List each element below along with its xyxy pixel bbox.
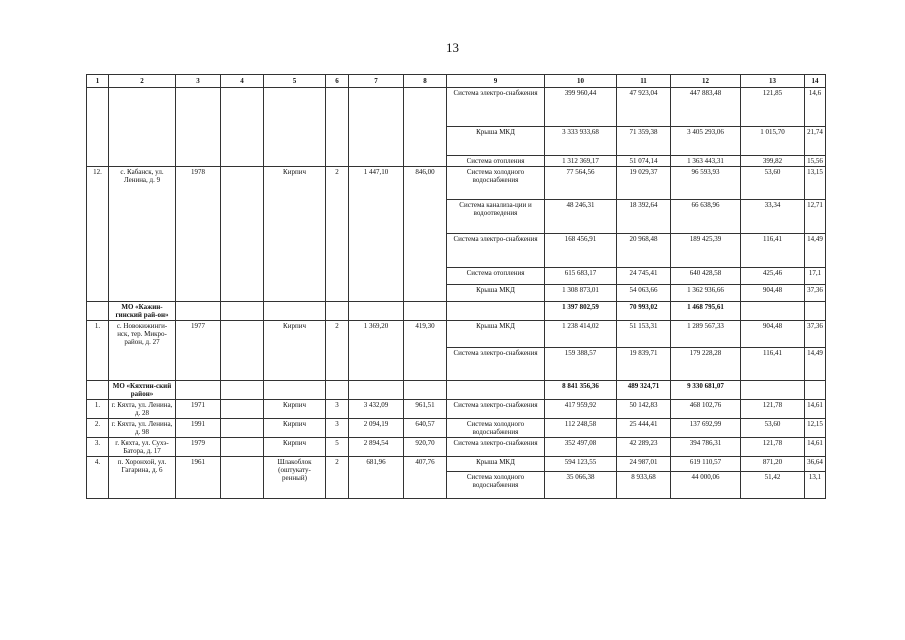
house-material: Шлакоблок (оштукату-ренный) bbox=[264, 457, 326, 499]
cost-control: 42 289,23 bbox=[617, 438, 671, 457]
house-floors: 2 bbox=[326, 321, 349, 381]
limit-cost: 15,56 bbox=[805, 156, 826, 167]
municipality-name: МО «Кяхтин-ский район» bbox=[109, 381, 176, 400]
house-area-living: 846,00 bbox=[404, 167, 447, 302]
cost-total: 447 883,48 bbox=[671, 88, 741, 127]
cost-total: 44 000,06 bbox=[671, 472, 741, 499]
limit-cost: 37,36 bbox=[805, 285, 826, 302]
limit-cost: 12,71 bbox=[805, 200, 826, 234]
work-type: Система холодного водоснабжения bbox=[447, 472, 545, 499]
subtotal-control: 70 993,02 bbox=[617, 302, 671, 321]
house-material: Кирпич bbox=[264, 400, 326, 419]
unit-cost: 425,46 bbox=[741, 268, 805, 285]
col-header: 4 bbox=[221, 75, 264, 88]
table-row bbox=[87, 400, 826, 419]
cost-total: 619 110,57 bbox=[671, 457, 741, 472]
cost-total: 96 593,93 bbox=[671, 167, 741, 200]
col-header: 9 bbox=[447, 75, 545, 88]
unit-cost: 51,42 bbox=[741, 472, 805, 499]
limit-cost: 14,6 bbox=[805, 88, 826, 127]
house-year: 1971 bbox=[176, 400, 221, 419]
col-header: 10 bbox=[545, 75, 617, 88]
unit-cost: 116,41 bbox=[741, 234, 805, 268]
cost-total: 468 102,76 bbox=[671, 400, 741, 419]
cost-total: 179 228,28 bbox=[671, 348, 741, 381]
limit-cost: 14,49 bbox=[805, 348, 826, 381]
house-material: Кирпич bbox=[264, 419, 326, 438]
cost-total: 640 428,58 bbox=[671, 268, 741, 285]
limit-cost: 37,36 bbox=[805, 321, 826, 348]
work-type: Система холодного водоснабжения bbox=[447, 419, 545, 438]
municipality-name: МО «Кажин-гинский рай-он» bbox=[109, 302, 176, 321]
house-area-total: 681,96 bbox=[349, 457, 404, 499]
work-type: Система отопления bbox=[447, 268, 545, 285]
cost-works: 1 312 369,17 bbox=[545, 156, 617, 167]
house-address: с. Кабанск, ул. Ленина, д. 9 bbox=[109, 167, 176, 302]
cost-control: 20 968,48 bbox=[617, 234, 671, 268]
limit-cost: 12,15 bbox=[805, 419, 826, 438]
cost-works: 3 333 933,68 bbox=[545, 127, 617, 156]
house-area-living: 419,30 bbox=[404, 321, 447, 381]
cost-control: 19 029,37 bbox=[617, 167, 671, 200]
cost-works: 159 388,57 bbox=[545, 348, 617, 381]
house-material: Кирпич bbox=[264, 321, 326, 381]
cost-total: 1 289 567,33 bbox=[671, 321, 741, 348]
col-header: 1 bbox=[87, 75, 109, 88]
limit-cost: 36,64 bbox=[805, 457, 826, 472]
work-type: Система электро-снабжения bbox=[447, 88, 545, 127]
unit-cost: 53,60 bbox=[741, 167, 805, 200]
unit-cost: 904,48 bbox=[741, 285, 805, 302]
limit-cost: 14,61 bbox=[805, 400, 826, 419]
house-number: 3. bbox=[87, 438, 109, 457]
cost-total: 1 362 936,66 bbox=[671, 285, 741, 302]
unit-cost: 121,78 bbox=[741, 400, 805, 419]
cost-total: 1 363 443,31 bbox=[671, 156, 741, 167]
house-number: 1. bbox=[87, 321, 109, 381]
cost-control: 51 074,14 bbox=[617, 156, 671, 167]
house-number: 2. bbox=[87, 419, 109, 438]
cost-works: 1 238 414,02 bbox=[545, 321, 617, 348]
cost-works: 112 248,58 bbox=[545, 419, 617, 438]
col-header: 11 bbox=[617, 75, 671, 88]
cost-works: 417 959,92 bbox=[545, 400, 617, 419]
cost-total: 66 638,96 bbox=[671, 200, 741, 234]
house-area-total: 2 094,19 bbox=[349, 419, 404, 438]
col-header: 8 bbox=[404, 75, 447, 88]
cost-works: 77 564,56 bbox=[545, 167, 617, 200]
cost-control: 18 392,64 bbox=[617, 200, 671, 234]
col-header: 7 bbox=[349, 75, 404, 88]
subtotal-works: 8 841 356,36 bbox=[545, 381, 617, 400]
work-type: Система канализа-ции и водоотведения bbox=[447, 200, 545, 234]
unit-cost: 116,41 bbox=[741, 348, 805, 381]
house-area-living: 640,57 bbox=[404, 419, 447, 438]
house-area-total: 3 432,09 bbox=[349, 400, 404, 419]
cost-works: 35 066,38 bbox=[545, 472, 617, 499]
house-year: 1977 bbox=[176, 321, 221, 381]
cost-total: 394 786,31 bbox=[671, 438, 741, 457]
subtotal-works: 1 397 802,59 bbox=[545, 302, 617, 321]
municipality-row bbox=[87, 302, 826, 321]
table-row bbox=[87, 88, 826, 127]
limit-cost: 17,1 bbox=[805, 268, 826, 285]
house-area-total: 2 894,54 bbox=[349, 438, 404, 457]
unit-cost: 121,78 bbox=[741, 438, 805, 457]
house-area-total: 1 447,10 bbox=[349, 167, 404, 302]
cost-control: 8 933,68 bbox=[617, 472, 671, 499]
house-year: 1979 bbox=[176, 438, 221, 457]
work-type: Система электро-снабжения bbox=[447, 438, 545, 457]
house-area-living: 920,70 bbox=[404, 438, 447, 457]
work-type: Система электро-снабжения bbox=[447, 400, 545, 419]
cost-control: 51 153,31 bbox=[617, 321, 671, 348]
house-area-living: 407,76 bbox=[404, 457, 447, 499]
house-material: Кирпич bbox=[264, 167, 326, 302]
subtotal-total: 1 468 795,61 bbox=[671, 302, 741, 321]
house-year: 1991 bbox=[176, 419, 221, 438]
register-table bbox=[86, 74, 826, 499]
house-address: г. Кяхта, ул. Ленина, д. 28 bbox=[109, 400, 176, 419]
house-floors: 2 bbox=[326, 167, 349, 302]
cost-works: 352 497,08 bbox=[545, 438, 617, 457]
cost-works: 168 456,91 bbox=[545, 234, 617, 268]
cost-control: 19 839,71 bbox=[617, 348, 671, 381]
table-row bbox=[87, 167, 826, 200]
cost-control: 25 444,41 bbox=[617, 419, 671, 438]
col-header: 2 bbox=[109, 75, 176, 88]
col-header: 5 bbox=[264, 75, 326, 88]
house-year: 1978 bbox=[176, 167, 221, 302]
house-number: 1. bbox=[87, 400, 109, 419]
unit-cost: 399,82 bbox=[741, 156, 805, 167]
header-row bbox=[87, 75, 826, 88]
work-type: Крыша МКД bbox=[447, 127, 545, 156]
cost-control: 71 359,38 bbox=[617, 127, 671, 156]
col-header: 14 bbox=[805, 75, 826, 88]
table-row bbox=[87, 457, 826, 472]
col-header: 3 bbox=[176, 75, 221, 88]
house-area-living: 961,51 bbox=[404, 400, 447, 419]
cost-works: 615 683,17 bbox=[545, 268, 617, 285]
cost-works: 48 246,31 bbox=[545, 200, 617, 234]
cost-control: 50 142,83 bbox=[617, 400, 671, 419]
cost-control: 47 923,04 bbox=[617, 88, 671, 127]
work-type: Система электро-снабжения bbox=[447, 348, 545, 381]
house-address: г. Кяхта, ул. Сухэ-Батора, д. 17 bbox=[109, 438, 176, 457]
house-floors: 3 bbox=[326, 400, 349, 419]
limit-cost: 13,15 bbox=[805, 167, 826, 200]
unit-cost: 33,34 bbox=[741, 200, 805, 234]
unit-cost: 871,20 bbox=[741, 457, 805, 472]
cost-total: 189 425,39 bbox=[671, 234, 741, 268]
limit-cost: 14,49 bbox=[805, 234, 826, 268]
subtotal-control: 489 324,71 bbox=[617, 381, 671, 400]
work-type: Система электро-снабжения bbox=[447, 234, 545, 268]
cost-works: 594 123,55 bbox=[545, 457, 617, 472]
unit-cost: 53,60 bbox=[741, 419, 805, 438]
municipality-row bbox=[87, 381, 826, 400]
page-number: 13 bbox=[446, 40, 459, 55]
table-row bbox=[87, 321, 826, 348]
house-area-total: 1 369,20 bbox=[349, 321, 404, 381]
house-address: п. Хоронхой, ул. Гагарина, д. 6 bbox=[109, 457, 176, 499]
subtotal-total: 9 330 681,07 bbox=[671, 381, 741, 400]
table-row bbox=[87, 419, 826, 438]
house-floors: 2 bbox=[326, 457, 349, 499]
col-header: 6 bbox=[326, 75, 349, 88]
house-year: 1961 bbox=[176, 457, 221, 499]
work-type: Система холодного водоснабжения bbox=[447, 167, 545, 200]
col-header: 12 bbox=[671, 75, 741, 88]
house-floors: 3 bbox=[326, 419, 349, 438]
work-type: Крыша МКД bbox=[447, 457, 545, 472]
cost-control: 54 063,66 bbox=[617, 285, 671, 302]
house-number: 12. bbox=[87, 167, 109, 302]
limit-cost: 14,61 bbox=[805, 438, 826, 457]
limit-cost: 13,1 bbox=[805, 472, 826, 499]
work-type: Крыша МКД bbox=[447, 321, 545, 348]
table-row bbox=[87, 438, 826, 457]
col-header: 13 bbox=[741, 75, 805, 88]
house-address: с. Новокижинги-нск, тер. Микро-район, д. 27 bbox=[109, 321, 176, 381]
house-address: г. Кяхта, ул. Ленина, д. 98 bbox=[109, 419, 176, 438]
cost-total: 137 692,99 bbox=[671, 419, 741, 438]
limit-cost: 21,74 bbox=[805, 127, 826, 156]
cost-works: 1 308 873,01 bbox=[545, 285, 617, 302]
house-number: 4. bbox=[87, 457, 109, 499]
unit-cost: 1 015,70 bbox=[741, 127, 805, 156]
cost-total: 3 405 293,06 bbox=[671, 127, 741, 156]
cost-works: 399 960,44 bbox=[545, 88, 617, 127]
work-type: Крыша МКД bbox=[447, 285, 545, 302]
cost-control: 24 987,01 bbox=[617, 457, 671, 472]
house-material: Кирпич bbox=[264, 438, 326, 457]
work-type: Система отопления bbox=[447, 156, 545, 167]
cost-control: 24 745,41 bbox=[617, 268, 671, 285]
unit-cost: 904,48 bbox=[741, 321, 805, 348]
unit-cost: 121,85 bbox=[741, 88, 805, 127]
house-floors: 5 bbox=[326, 438, 349, 457]
